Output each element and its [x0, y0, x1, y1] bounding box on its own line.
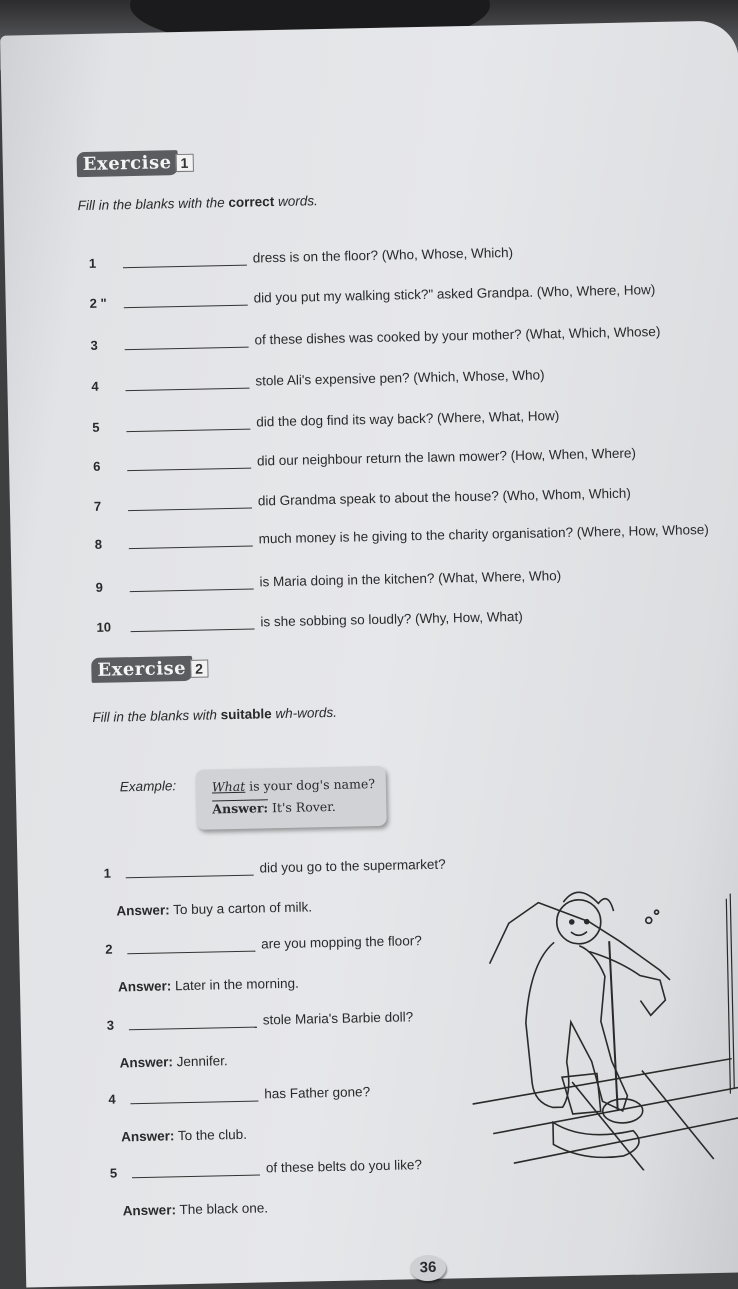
- exercise-2-question-number: 5: [109, 1165, 118, 1181]
- exercise-2-title: Exercise: [91, 656, 192, 683]
- exercise-2-question-text: has Father gone?: [264, 1084, 371, 1102]
- exercise-1-question-text: stole Ali's expensive pen? (Which, Whose, Who): [255, 367, 545, 389]
- exercise-2-answer: Answer: Jennifer.: [119, 1053, 228, 1071]
- exercise-1-title: Exercise: [77, 150, 178, 177]
- exercise-2-answer-blank[interactable]: [126, 875, 254, 879]
- exercise-1-question-number: 10: [96, 619, 112, 635]
- exercise-1-answer-blank[interactable]: [124, 305, 248, 309]
- exercise-1-question-text: did the dog find its way back? (Where, What, How): [256, 408, 560, 430]
- exercise-2-question-text: of these belts do you like?: [265, 1157, 423, 1176]
- exercise-1-answer-blank[interactable]: [128, 508, 252, 512]
- exercise-1-question-text: much money is he giving to the charity organisation? (Where, How, Whose): [258, 521, 709, 547]
- exercise-1-number: 1: [175, 153, 193, 171]
- example-box: [195, 766, 386, 830]
- exercise-2-question-number: 1: [103, 865, 112, 881]
- exercise-1-answer-blank[interactable]: [126, 429, 250, 433]
- exercise-1-question-number: 5: [92, 419, 100, 435]
- exercise-2-answer: Answer: To the club.: [121, 1126, 248, 1145]
- exercise-1-question-text: is she sobbing so loudly? (Why, How, What): [260, 608, 523, 630]
- exercise-2-answer: Answer: Later in the morning.: [117, 975, 299, 995]
- example-answer: Answer: It's Rover.: [212, 798, 336, 817]
- exercise-1-question-number: 6: [92, 458, 101, 474]
- exercise-1-question-number: 2 ": [89, 295, 107, 311]
- exercise-2-question-number: 3: [106, 1017, 115, 1033]
- exercise-1-question-text: did you put my walking stick?" asked Grandpa. (Who, Where, How): [253, 282, 656, 306]
- exercise-2-answer-blank[interactable]: [130, 1101, 258, 1105]
- exercise-2-badge: [91, 656, 208, 683]
- page-number: 36: [410, 1255, 447, 1282]
- exercise-1-question-number: 3: [90, 337, 98, 353]
- exercise-2-answer-blank[interactable]: [132, 1175, 260, 1179]
- exercise-2-question-number: 2: [105, 941, 113, 957]
- exercise-1-question-text: of these dishes was cooked by your mother? (What, Which, Whose): [254, 323, 661, 348]
- girl-mopping-illustration: [468, 878, 738, 1174]
- exercise-1-question-text: dress is on the floor? (Who, Whose, Which): [252, 245, 514, 266]
- exercise-2-question-text: did you go to the supermarket?: [259, 856, 446, 876]
- exercise-2-question-text: stole Maria's Barbie doll?: [262, 1009, 414, 1028]
- exercise-1-question-number: 9: [95, 579, 104, 595]
- exercise-1-question-text: is Maria doing in the kitchen? (What, Where, Who): [259, 568, 562, 590]
- exercise-2-number: 2: [190, 659, 208, 677]
- exercise-1-question-number: 8: [94, 536, 103, 552]
- exercise-1-question-text: did Grandma speak to about the house? (Who, Whom, Which): [257, 485, 631, 509]
- exercise-2-instruction: Fill in the blanks with suitable wh-words.: [92, 704, 338, 725]
- exercise-1-answer-blank[interactable]: [125, 347, 249, 351]
- workbook-page: [0, 20, 738, 1287]
- exercise-1-question-number: 7: [93, 498, 102, 514]
- exercise-2-question-text: are you mopping the floor?: [261, 933, 422, 952]
- exercise-2-answer-blank[interactable]: [127, 951, 255, 955]
- exercise-1-answer-blank[interactable]: [123, 265, 247, 269]
- exercise-1-answer-blank[interactable]: [127, 468, 251, 472]
- exercise-1-badge: [77, 150, 194, 177]
- example-label: Example:: [119, 778, 177, 795]
- exercise-1-question-text: did our neighbour return the lawn mower? (How, When, Where): [256, 445, 637, 469]
- exercise-1-answer-blank[interactable]: [126, 388, 250, 392]
- example-question: What is your dog's name?: [211, 776, 376, 795]
- exercise-1-question-number: 4: [91, 378, 99, 394]
- exercise-1-answer-blank[interactable]: [129, 546, 253, 550]
- exercise-1-answer-blank[interactable]: [131, 629, 255, 633]
- exercise-2-answer: Answer: The black one.: [122, 1200, 269, 1219]
- exercise-1-instruction: Fill in the blanks with the correct words.: [77, 193, 318, 214]
- exercise-2-answer-blank[interactable]: [129, 1027, 257, 1031]
- exercise-1-answer-blank[interactable]: [130, 589, 254, 593]
- exercise-1-question-number: 1: [88, 255, 97, 271]
- exercise-2-question-number: 4: [108, 1091, 116, 1107]
- exercise-2-answer: Answer: To buy a carton of milk.: [116, 899, 313, 919]
